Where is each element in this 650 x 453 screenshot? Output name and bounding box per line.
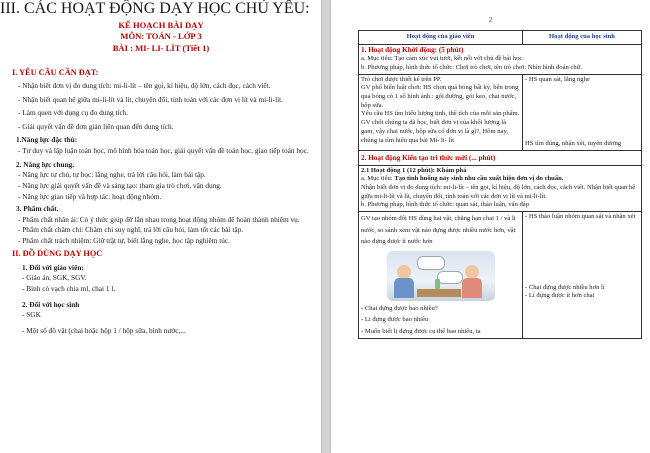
activity-2-title: 2. Hoạt động Kiến tạo tri thức mới (... phút) [361, 154, 496, 163]
student-step: - HS quan sát, lắng nghe [525, 75, 590, 83]
quality-line: - Phẩm chất chăm chỉ: Chăm chỉ suy nghĩ, trả lời câu hỏi, làm tốt các bài tập. [18, 225, 244, 235]
student-step: HS tìm đúng, nhận xét, tuyên dương [525, 140, 622, 148]
table-header-row [359, 31, 642, 45]
child-head-icon [397, 265, 411, 279]
activity-2-1-method: b. Phương pháp, hình thức tổ chức: quan sát, thảo luận, vấn đáp [361, 201, 530, 209]
activity-2-1-title: 2.1 Hoạt động 1 (12 phút): Khám phá [361, 166, 467, 174]
teacher-question: - Chai đựng được bao nhiêu? [361, 304, 438, 312]
material-line: - Bình có vạch chia ml, chai 1 l. [22, 283, 116, 293]
child-body-icon [462, 278, 482, 298]
requirement-line: - Làm quen với dụng cụ đo dung tích. [18, 108, 129, 118]
page-number: 2 [488, 16, 493, 24]
requirement-line: - Giải quyết vấn đề đơn giản liên quan đến dung tích. [18, 121, 174, 131]
activity-1-method: b. Phương pháp, hình thức tổ chức: Chơi trò chơi, tên trò chơi: Nhìn hình đoán chữ. [361, 63, 582, 71]
subheading-student-materials: 2. Đối với học sinh [22, 299, 80, 309]
objective-label: a. Mục tiêu: [361, 175, 395, 183]
child-head-icon [465, 265, 479, 279]
quality-line: - Phẩm chất nhân ái: Có ý thức giúp đỡ lẫn nhau trong hoạt động nhóm để hoàn thành nhiệm vụ. [18, 214, 300, 224]
activity-2-1-detail: Nhận biết đơn vị đo dung tích: mi-li-lít – tên gọi, kí hiệu, độ lớn, cách đọc, cách viết. Nhận biết quan hệ giữa mi-li-lít và lít, chuyển đổi, tính toán với các đơn vị lít và mi-li-lít. [361, 183, 636, 200]
section-heading-requirements: I. YÊU CẦU CẦN ĐẠT: [12, 68, 99, 78]
material-line: - SGK [22, 310, 41, 320]
table-row [359, 151, 642, 166]
page1-content [12, 20, 310, 336]
speech-bubble-icon [417, 256, 445, 270]
section-heading-activities: III. CÁC HOẠT ĐỘNG DẠY HỌC CHỦ YẾU: [0, 0, 310, 17]
competence-line: - Năng lực giải quyết vấn đề và sáng tạo: tham gia trò chơi, vận dụng. [18, 180, 222, 190]
bottle-icon [435, 279, 440, 289]
document-page-2 [331, 0, 650, 453]
activity-2-1-header-cell [359, 165, 642, 212]
table-row [359, 165, 642, 212]
teacher-step: Yêu cầu HS tìm hiểu lượng tịnh, thể tích của mỗi sản phẩm. [361, 110, 520, 118]
material-line: - Giáo án, SGK, SGV. [22, 273, 87, 283]
child-body-icon [394, 278, 414, 298]
teacher-step: Trò chơi được thiết kế trên PP. [361, 75, 442, 83]
material-line: - Một số đồ vật (chai hoặc hộp 1 / hộp sữa, bình nước,... [22, 325, 186, 335]
activity-2-1-objective [361, 175, 639, 184]
document-page-1 [0, 0, 321, 453]
activity-1-header-cell [359, 44, 642, 74]
table-row [359, 74, 642, 150]
quality-line: - Phẩm chất trách nhiệm: Giữ trật tự, biết lắng nghe, học tập nghiêm túc. [18, 236, 230, 246]
activity-2-header-cell [359, 151, 642, 166]
table-icon [417, 289, 461, 297]
activity-table [358, 30, 642, 339]
column-header-teacher: Hoạt động của giáo viên [359, 31, 523, 45]
table-row [359, 44, 642, 74]
teacher-question: - Li đựng được bao nhiêu [361, 316, 429, 324]
section-heading-materials: II. ĐỒ DÙNG DẠY HỌC [12, 248, 103, 258]
activity-1-objective: a. Mục tiêu: Tạo cảm xúc vui tươi, kết nối với chủ đề bài học. [361, 55, 524, 63]
student-activity-cell [523, 212, 642, 339]
student-answer: - Chai đựng được nhiều hơn lí [525, 283, 605, 291]
table-row [359, 212, 642, 339]
column-header-student: Hoạt động của học sinh [523, 31, 642, 45]
requirement-line: - Nhận biết quan hệ giữa mi-li-lít và lít, chuyển đổi, tính toán với các đơn vị lít và mi-li-lít. [18, 94, 283, 104]
teacher-activity-cell [359, 74, 523, 150]
subheading-teacher-materials: 1. Đối với giáo viên: [22, 262, 84, 272]
activity-1-title: 1. Hoạt động Khởi động: (5 phút) [361, 45, 464, 54]
student-answer: - Lí đựng được ít hơn chai [525, 292, 595, 300]
lesson-plan-title: KẾ HOẠCH BÀI DẠY [118, 20, 204, 30]
lesson-title: BÀI : MI- LI- LÍT (Tiết 1) [112, 42, 210, 53]
teacher-question: - Muốn biết lị đựng được cụ thể bao nhiêu, ta [361, 328, 481, 336]
student-step: - HS thảo luận nhóm quan sát và nhận xét [525, 213, 636, 221]
teacher-step: GV phổ biến luật chơi: HS chọn quả bóng bất kỳ, bên trong quả bóng có 1 số hình ảnh : gói đường, gói keo, chai nước, hộp sữa. [361, 84, 519, 109]
objective-text: Tạo tình huống nảy sinh nhu cầu xuất hiện đơn vị đo chuẩn. [394, 175, 564, 183]
subheading-general-competence: 2. Năng lực chung. [16, 159, 75, 169]
student-activity-cell [523, 74, 642, 150]
speech-bubble-icon [437, 271, 463, 284]
subheading-specific-competence: 1.Năng lực đặc thù: [16, 135, 78, 145]
teacher-step: GV tạo nhóm đôi HS dùng hai vật, chẳng hạn chai 1 / và li nước, so sánh xem vật nào đựng được nhiều nước hơn, vật nào đựng được ít nước hơn [361, 215, 516, 246]
requirement-line: - Nhận biết đơn vị đo dung tích: mi-li-lít – tên gọi, kí hiệu, độ lớn, cách đọc, cách viết. [18, 80, 271, 90]
subheading-qualities: 3. Phẩm chất. [16, 204, 59, 214]
teacher-step: GV chốt chúng ta đã học, biết đơn vị của khối lượng là gam, vậy chai nước, hộp sữa có đơn vị là gì?, Hôm nay, chúng ta tìm hiểu qua bài Mi- li- lít [361, 119, 508, 144]
competence-line: - Năng lực tự chủ, tự học: lắng nghe, trả lời câu hỏi, làm bài tập. [18, 170, 206, 180]
subject-title: MÔN: TOÁN - LỚP 3 [120, 31, 202, 42]
illustration-image [387, 251, 495, 301]
competence-line: - Năng lực giao tiếp và hợp tác: hoạt động nhóm. [18, 191, 162, 201]
competence-line: - Tư duy và lập luận toán học, mô hình hóa toán học, giải quyết vấn đề toán học, giao tiếp toán học. [18, 146, 309, 156]
teacher-activity-cell [359, 212, 523, 339]
